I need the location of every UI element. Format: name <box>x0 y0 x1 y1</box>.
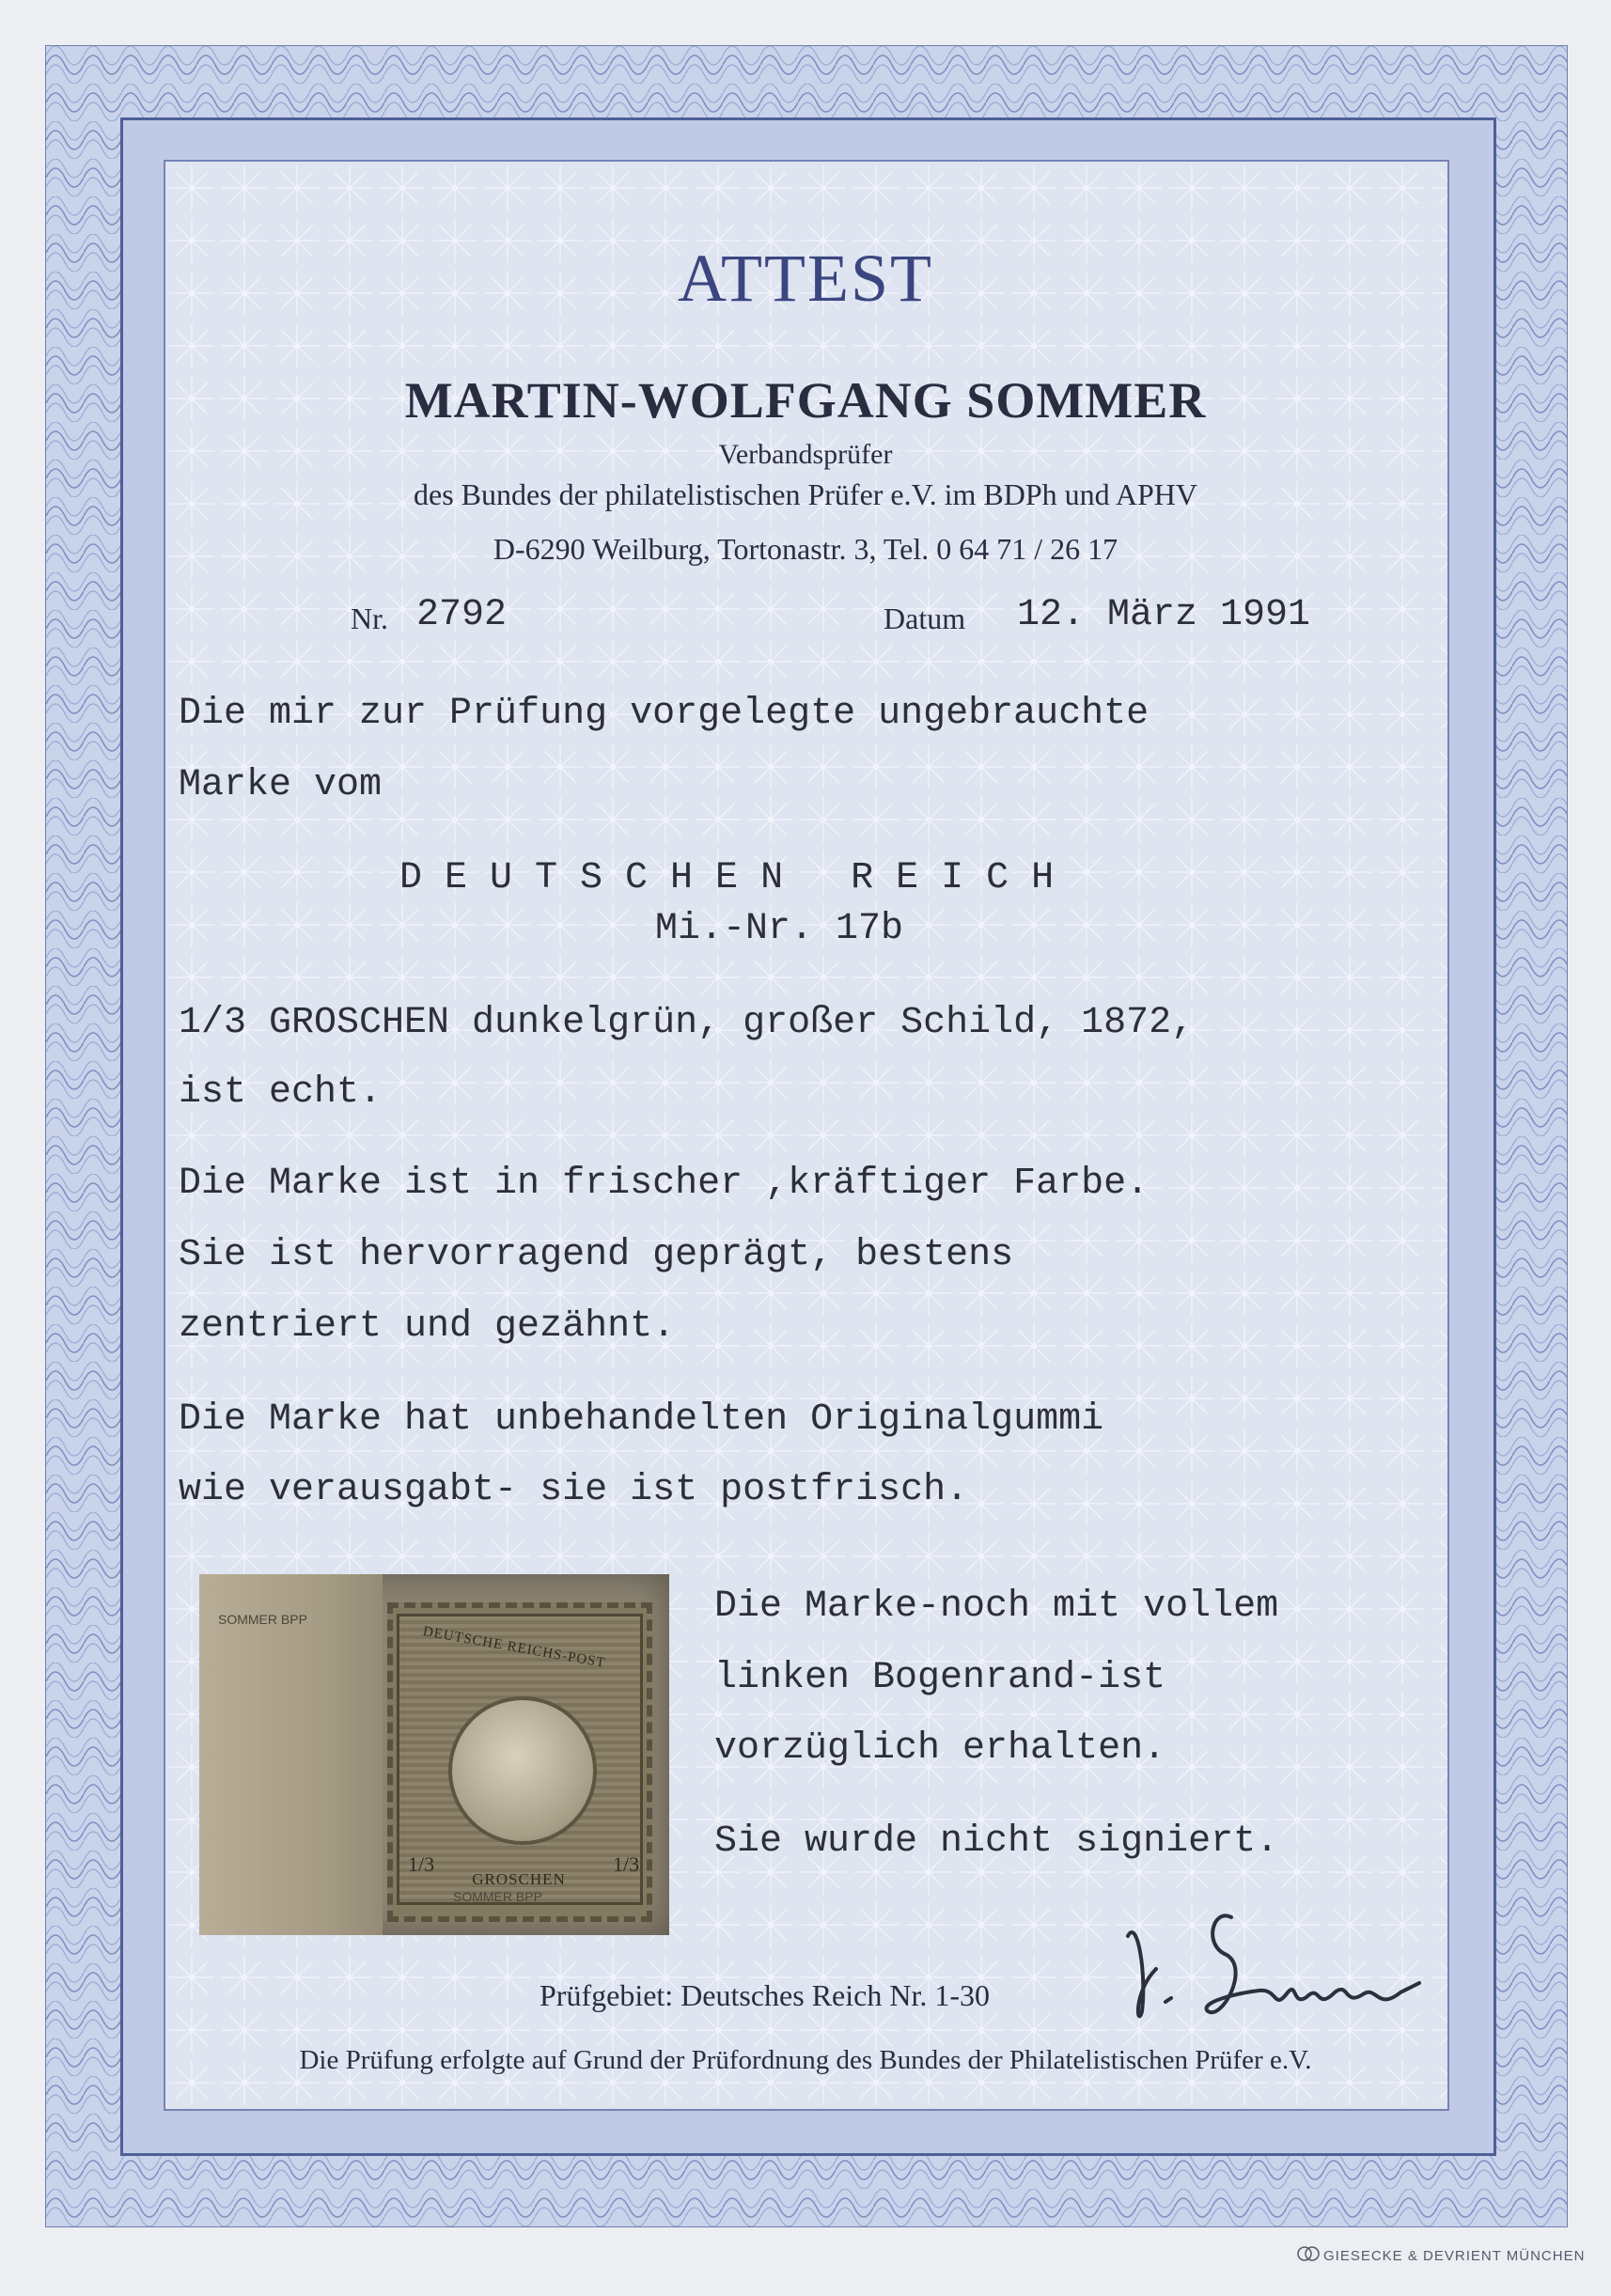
condition-line: Sie ist hervorragend geprägt, bestens <box>179 1234 1014 1276</box>
intro-line: Marke vom <box>179 764 383 806</box>
gum-line: Die Marke hat unbehandelten Originalgummi <box>179 1398 1104 1441</box>
country-heading: D E U T S C H E N R E I C H <box>399 857 1055 899</box>
certificate-date: 12. März 1991 <box>1017 594 1311 636</box>
examiner-role: Verbandsprüfer <box>718 439 893 470</box>
date-label: Datum <box>884 601 966 635</box>
number-label: Nr. <box>351 601 388 635</box>
sheet-margin <box>199 1574 383 1935</box>
margin-line: vorzüglich erhalten. <box>714 1727 1166 1770</box>
address: D-6290 Weilburg, Tortonastr. 3, Tel. 0 64 71 / 26 17 <box>493 532 1118 566</box>
condition-line: Die Marke ist in frischer ,kräftiger Farbe. <box>179 1163 1150 1205</box>
stamp-photo <box>199 1574 669 1935</box>
catalog-number: Mi.-Nr. 17b <box>655 908 904 950</box>
stamp-value-left: 1/3 <box>408 1852 435 1876</box>
examiner-name: MARTIN-WOLFGANG SOMMER <box>404 372 1207 429</box>
margin-line: linken Bogenrand-ist <box>714 1657 1166 1699</box>
stamp-top-text: DEUTSCHE REICHS-POST <box>421 1624 607 1671</box>
printer-credit: GIESECKE & DEVRIENT MÜNCHEN <box>1323 2248 1586 2264</box>
description-line: ist echt. <box>179 1071 383 1114</box>
signature-icon <box>1109 1880 1447 2049</box>
printer-logo-icon <box>1297 2245 1320 2262</box>
certificate-title: ATTEST <box>678 241 933 316</box>
examiner-mark: SOMMER BPP <box>218 1612 307 1627</box>
margin-line: Die Marke-noch mit vollem <box>714 1585 1279 1628</box>
embossed-eagle-icon <box>448 1696 597 1845</box>
stamp-value-right: 1/3 <box>613 1852 640 1876</box>
footer-note: Die Prüfung erfolgte auf Grund der Prüfordnung des Bundes der Philatelistischen Prüfer e.V. <box>299 2045 1312 2075</box>
association: des Bundes der philatelistischen Prüfer e.V. im BDPh und APHV <box>413 477 1197 511</box>
examiner-mark: SOMMER BPP <box>453 1889 542 1904</box>
examination-scope: Prüfgebiet: Deutsches Reich Nr. 1-30 <box>540 1978 990 2012</box>
gum-line: wie verausgabt- sie ist postfrisch. <box>179 1469 969 1511</box>
certificate-number: 2792 <box>416 594 508 636</box>
condition-line: zentriert und gezähnt. <box>179 1305 676 1348</box>
description-line: 1/3 GROSCHEN dunkelgrün, großer Schild, 1872, <box>179 1002 1195 1044</box>
signed-line: Sie wurde nicht signiert. <box>714 1820 1279 1863</box>
intro-line: Die mir zur Prüfung vorgelegte ungebrauchte <box>179 693 1150 735</box>
stamp-bottom-text: GROSCHEN <box>472 1870 566 1888</box>
